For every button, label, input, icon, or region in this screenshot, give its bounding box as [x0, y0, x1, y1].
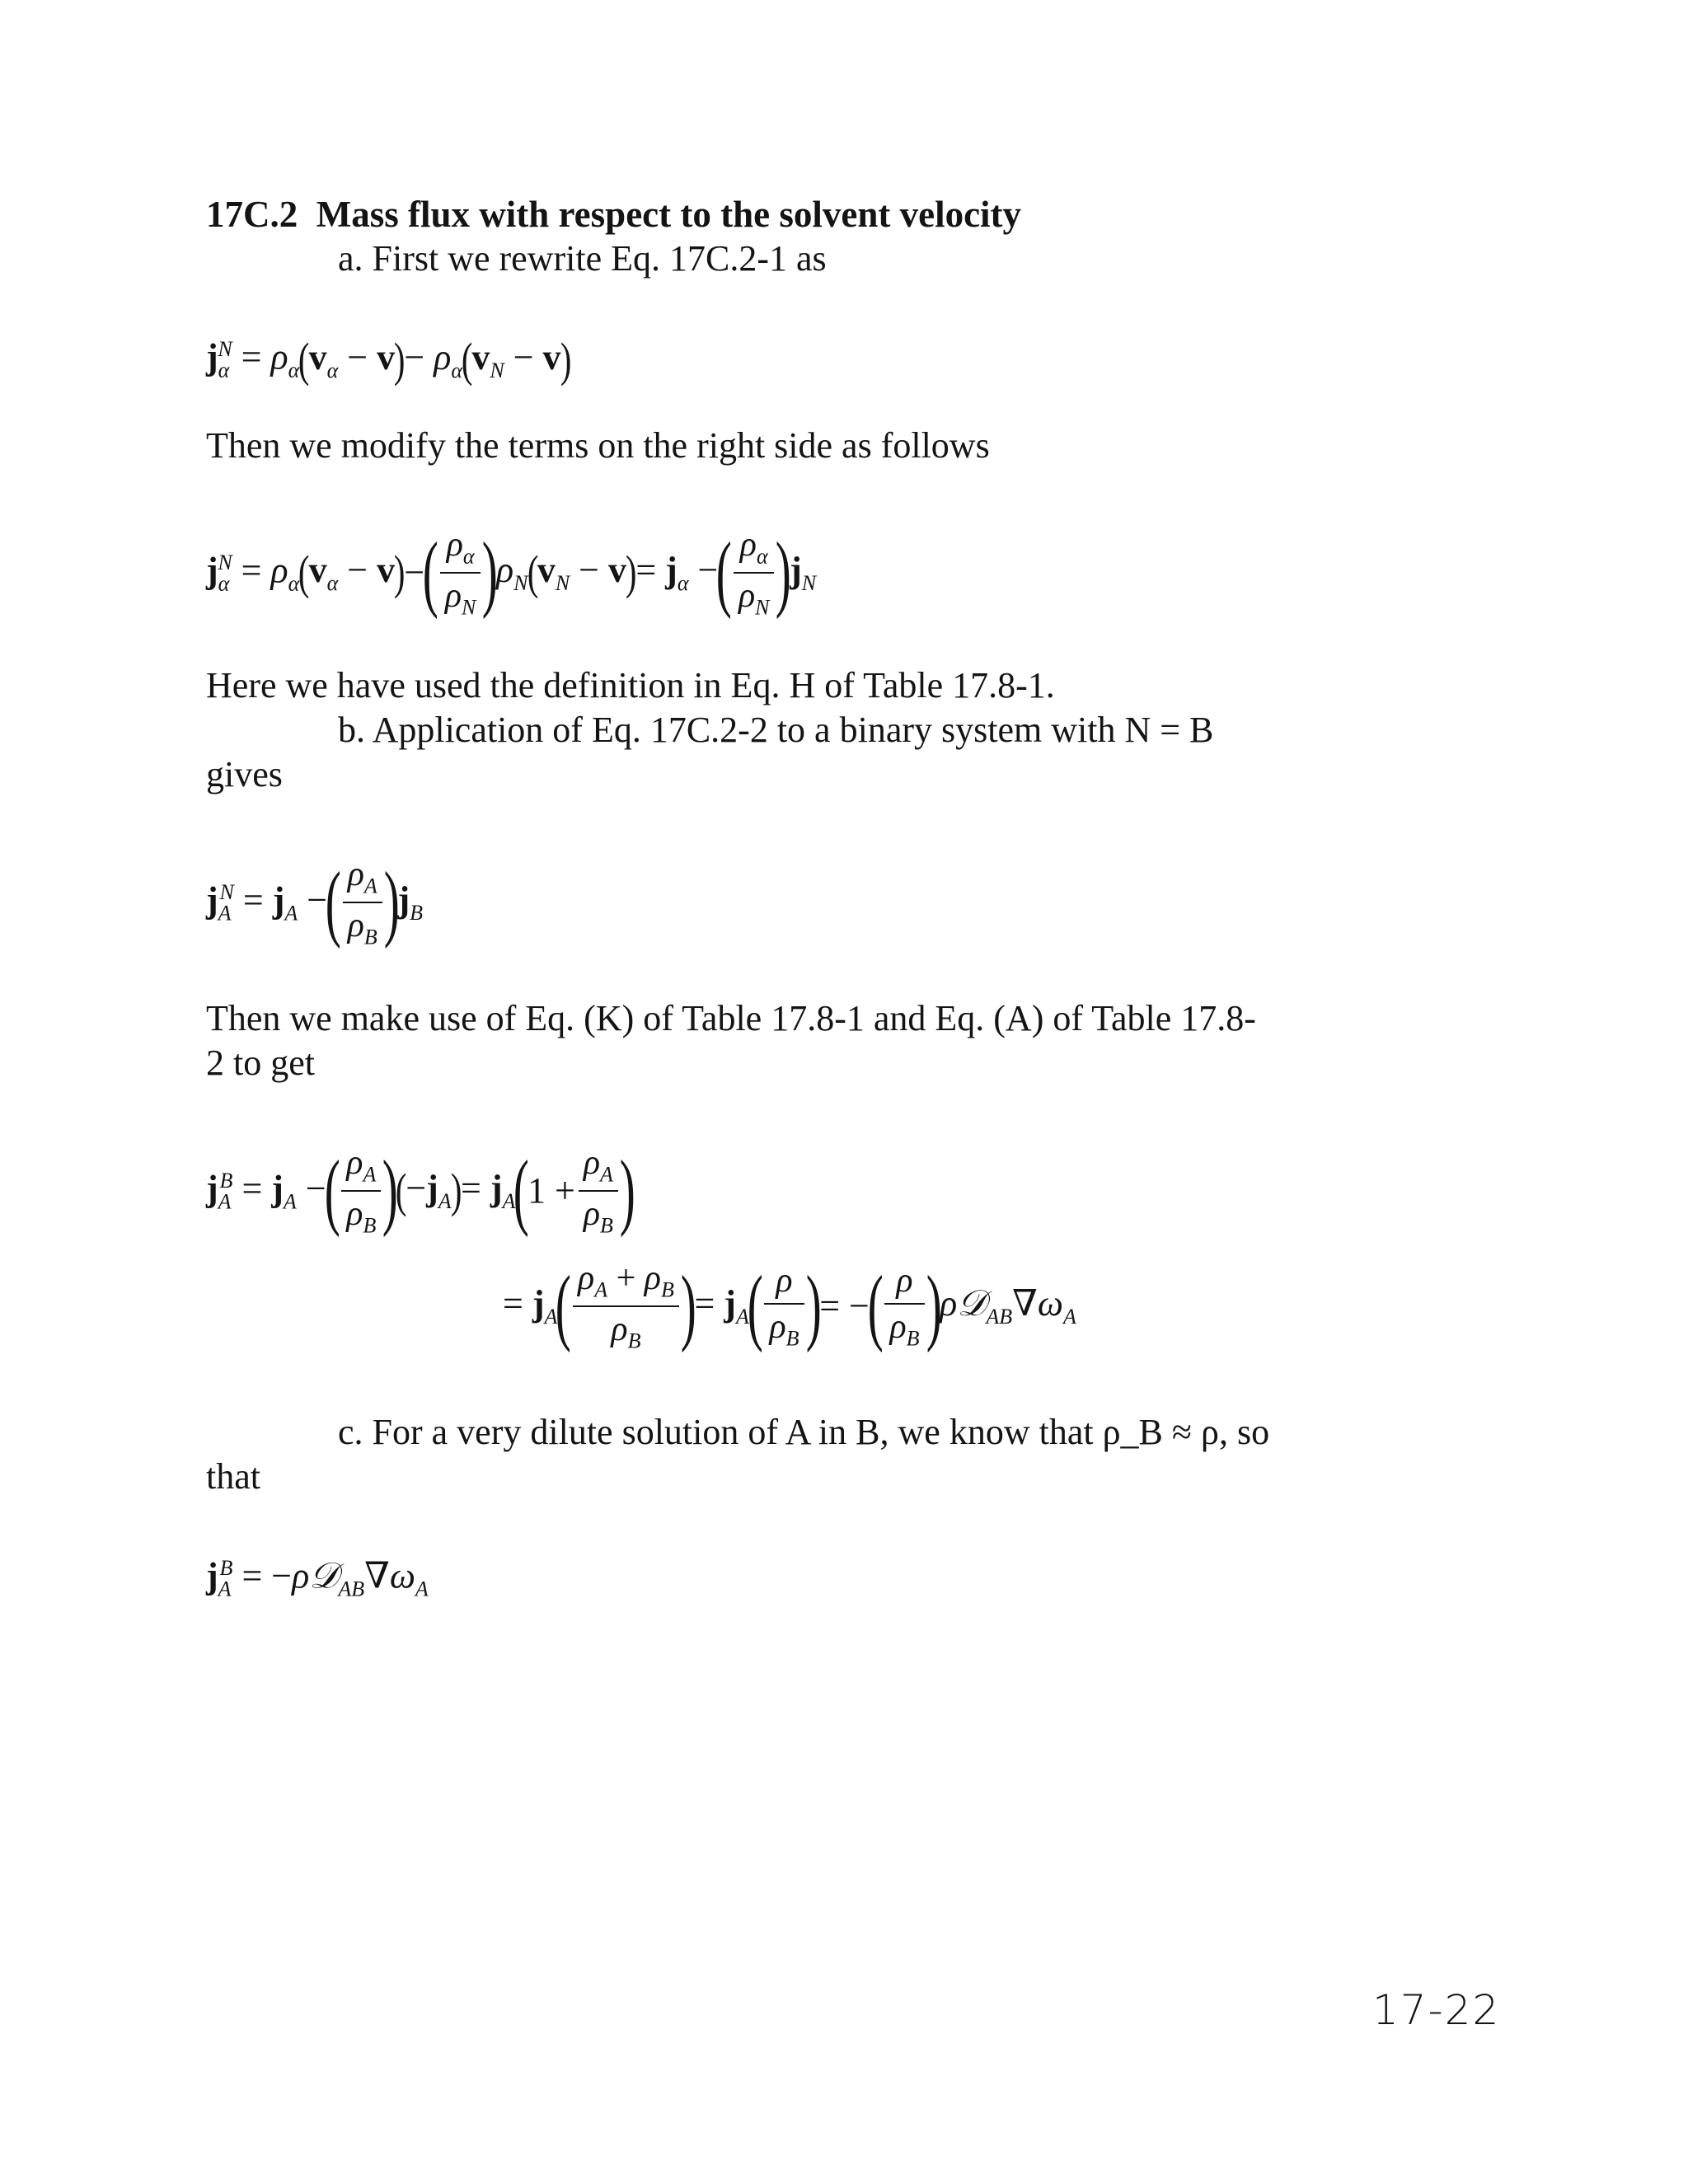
- then-make-text: Then we make use of Eq. (K) of Table 17.8-1 and Eq. (A) of Table 17.8-: [206, 998, 1256, 1038]
- equation-4-line-1: $j_A^B = j_A$ −( $\frac{\rho_A}{\rho_B}$ )$(-j_A)= j_A(1$ + $\frac{\rho_A}{\rho_B}$ ): [206, 1143, 635, 1239]
- page-number: 17-22: [1372, 1986, 1501, 2034]
- part-b-text-cont: gives: [206, 754, 283, 794]
- then-make-text-cont: 2 to get: [206, 1043, 315, 1083]
- section-number: 17C.2: [206, 194, 298, 235]
- part-a-text: a. First we rewrite Eq. 17C.2-1 as: [338, 238, 827, 279]
- part-b-text: b. Application of Eq. 17C.2-2 to a binary system with N = B: [338, 710, 1214, 750]
- definition-text: Here we have used the definition in Eq. H of Table 17.8-1.: [206, 665, 1055, 705]
- part-c-text: c. For a very dilute solution of A in B, we know that ρ_B ≈ ρ, so: [338, 1412, 1270, 1452]
- equation-5: $j_A^B$ = $-\rho 𝒟_{AB}\nabla\omega_A$: [206, 1555, 429, 1601]
- section-heading: [206, 193, 1021, 236]
- equation-4-line-2: = $j_A$( $\frac{\rho_A + \rho_B}{\rho_B}$ )= $j_A$( $\frac{\rho}{\rho_B}$ )= −( $\frac{\rho}{\rho_B}$ )$\rho 𝒟_{AB}\nabla\omega_A$: [503, 1258, 1076, 1354]
- equation-2: $j_\alpha^N = \rho_\alpha(v_\alpha - v)-$( $\frac{\rho_\alpha}{\rho_N}$ )$\rho_N(v_N - v)= j_\alpha$ −( $\frac{\rho_\alpha}{\rho_N}$ )$j_N$: [206, 525, 817, 621]
- equation-3: $j_A^N = j_A$ −( $\frac{\rho_A}{\rho_B}$ )$j_B$: [206, 855, 423, 950]
- equation-1: $j_\alpha^N = \rho_\alpha(v_\alpha - v)- \rho_\alpha(v_N - v)$: [206, 333, 571, 387]
- modify-text: Then we modify the terms on the right side as follows: [206, 425, 990, 466]
- part-c-text-cont: that: [206, 1456, 260, 1497]
- section-title: Mass flux with respect to the solvent velocity: [316, 194, 1022, 235]
